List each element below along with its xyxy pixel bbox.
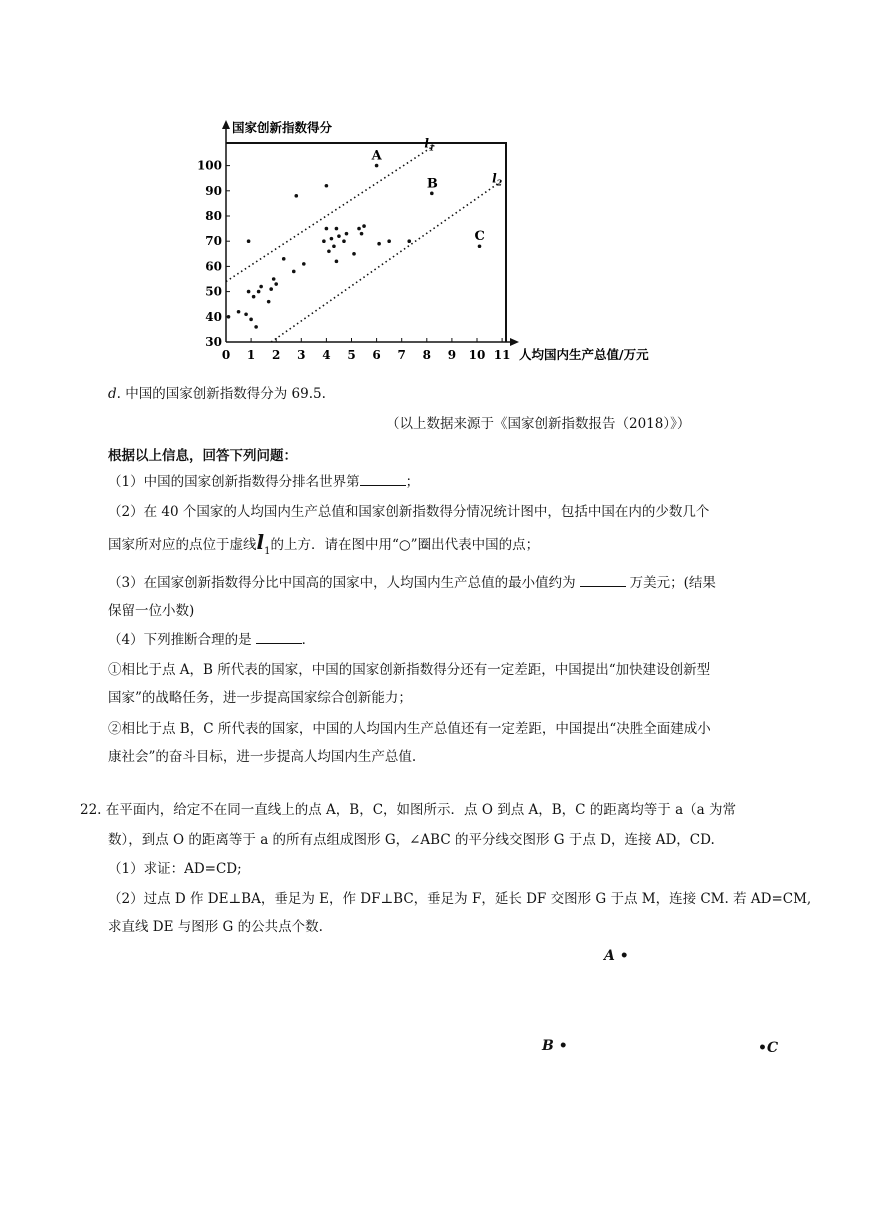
data-point — [335, 260, 339, 264]
data-point — [272, 277, 276, 281]
line-l1-symbol: $l_1$ — [256, 530, 271, 557]
data-point — [360, 232, 364, 236]
q4-answer-blank[interactable] — [256, 631, 302, 644]
point-label-b: B — [426, 176, 438, 192]
q2-text-post: 的上方．请在图中用“○”圈出代表中国的点； — [270, 537, 540, 553]
y-tick-label: 100 — [196, 158, 222, 173]
y-axis-arrow — [222, 120, 230, 129]
data-point — [282, 257, 286, 261]
data-point — [325, 227, 329, 231]
x-tick-label: 0 — [221, 348, 231, 362]
question-3-line-2: 保留一位小数) — [108, 603, 195, 619]
line-label-l1: $l_1$ — [424, 136, 435, 153]
data-point — [237, 310, 241, 314]
data-point — [269, 287, 273, 291]
data-point — [335, 227, 339, 231]
problem-22-part-1: （1）求证：AD=CD; — [108, 861, 242, 877]
x-tick-label: 8 — [422, 348, 431, 362]
y-tick-label: 50 — [205, 284, 222, 299]
y-tick-label: 30 — [205, 335, 222, 349]
y-tick-label: 80 — [205, 209, 222, 223]
x-tick-label: 9 — [447, 348, 457, 362]
data-point — [259, 285, 263, 289]
data-point — [254, 325, 258, 329]
x-tick-label: 2 — [272, 348, 281, 362]
point-label-a: A — [371, 148, 382, 164]
data-point — [227, 315, 231, 319]
data-point — [249, 318, 253, 322]
q1-end: ； — [405, 474, 420, 490]
data-point — [252, 295, 256, 299]
y-tick-label: 40 — [205, 309, 222, 324]
d-letter: d — [108, 386, 117, 402]
data-point — [342, 239, 346, 243]
plot-frame — [226, 143, 506, 342]
point-a-dot: • — [614, 948, 629, 964]
q3-text-post: 万美元；(结果 — [629, 575, 716, 591]
data-point — [292, 270, 296, 274]
data-point — [377, 242, 381, 246]
data-point — [330, 237, 334, 241]
data-point — [267, 300, 271, 304]
option-2-line-1: ②相比于点 B，C 所代表的国家，中国的人均国内生产总值还有一定差距，中国提出“决胜全面建成小 — [108, 721, 711, 737]
y-tick-label: 60 — [205, 259, 222, 274]
x-axis-label: 人均国内生产总值/万元 — [519, 347, 649, 362]
problem-22-line-1: 22. 在平面内，给定不在同一直线上的点 A，B，C，如图所示．点 O 到点 A，B，C 的距离均等于 a（a 为常 — [80, 802, 736, 818]
problem-22-part-2-line-1: （2）过点 D 作 DE⊥BA，垂足为 E，作 DF⊥BC，垂足为 F，延长 DF 交图形 G 于点 M，连接 CM. 若 AD=CM, — [108, 891, 812, 907]
problem-22-line-2: 数），到点 O 的距离等于 a 的所有点组成图形 G，∠ABC 的平分线交图形 G 于点 D，连接 AD，CD. — [108, 832, 715, 848]
data-point — [327, 249, 331, 253]
data-point — [345, 232, 349, 236]
data-point — [274, 282, 278, 286]
x-tick-label: 6 — [372, 348, 381, 362]
data-point — [325, 184, 329, 188]
scatter-chart — [0, 0, 869, 380]
data-point — [257, 290, 261, 294]
x-tick-label: 1 — [246, 348, 256, 362]
y-axis-label: 国家创新指数得分 — [232, 120, 333, 135]
q3-answer-blank[interactable] — [580, 574, 626, 587]
option-1-line-2: 国家”的战略任务，进一步提高国家综合创新能力； — [108, 690, 412, 706]
q4-text: （4）下列推断合理的是 — [108, 632, 252, 648]
dotted-line-l2 — [271, 181, 502, 342]
x-axis-arrow — [510, 338, 519, 346]
data-point — [247, 290, 251, 294]
data-point — [352, 252, 356, 256]
statement-d — [108, 382, 326, 402]
x-tick-label: 5 — [347, 348, 356, 362]
x-tick-label: 11 — [493, 348, 511, 362]
instructions: 根据以上信息，回答下列问题： — [108, 448, 297, 464]
point-b-label: B — [542, 1038, 554, 1054]
figure-point-c — [758, 1040, 778, 1056]
data-point — [332, 244, 336, 248]
d-text: . 中国的国家创新指数得分为 69.5. — [116, 386, 326, 402]
point-label-c: C — [474, 229, 485, 245]
data-point — [294, 194, 298, 198]
question-2-line-2 — [108, 530, 539, 557]
q2-text-pre: 国家所对应的点位于虚线 — [108, 537, 257, 553]
data-point — [407, 239, 411, 243]
option-2-line-2: 康社会”的奋斗目标，进一步提高人均国内生产总值. — [108, 749, 417, 765]
q4-end: ． — [301, 632, 316, 648]
question-1 — [108, 470, 419, 490]
x-tick-label: 4 — [322, 348, 331, 362]
point-c-dot: • — [758, 1040, 767, 1056]
figure-point-a — [604, 948, 629, 964]
data-point — [322, 239, 326, 243]
data-point — [362, 224, 366, 228]
point-c-label: C — [766, 1040, 779, 1056]
data-point — [244, 312, 248, 316]
data-point-a — [375, 164, 379, 168]
data-point — [337, 234, 341, 238]
y-tick-label: 70 — [205, 234, 222, 249]
x-tick-label: 7 — [397, 348, 406, 362]
data-point-c — [478, 244, 482, 248]
point-a-label: A — [604, 948, 615, 964]
question-4 — [108, 628, 315, 648]
data-point — [387, 239, 391, 243]
data-point — [247, 239, 251, 243]
y-tick-label: 90 — [205, 183, 222, 198]
point-b-dot: • — [553, 1038, 568, 1054]
figure-point-b — [542, 1038, 568, 1054]
data-point — [357, 227, 361, 231]
q1-answer-blank[interactable] — [360, 473, 406, 486]
q1-text: （1）中国的国家创新指数得分排名世界第 — [108, 474, 360, 490]
question-2-line-1: （2）在 40 个国家的人均国内生产总值和国家创新指数得分情况统计图中，包括中国在内的少数几个 — [108, 504, 710, 520]
data-point-b — [430, 192, 434, 196]
data-source: （以上数据来源于《国家创新指数报告（2018）》） — [386, 416, 691, 432]
data-point — [302, 262, 306, 266]
option-1-line-1: ①相比于点 A，B 所代表的国家，中国的国家创新指数得分还有一定差距，中国提出“加快建设创新型 — [108, 662, 711, 678]
dotted-line-l1 — [226, 145, 434, 281]
problem-22-part-2-line-2: 求直线 DE 与图形 G 的公共点个数. — [108, 919, 323, 935]
question-3-line-1 — [108, 571, 716, 591]
x-tick-label: 10 — [468, 348, 486, 362]
line-label-l2: $l_2$ — [492, 171, 503, 188]
q3-text-pre: （3）在国家创新指数得分比中国高的国家中，人均国内生产总值的最小值约为 — [108, 575, 576, 591]
x-tick-label: 3 — [297, 348, 306, 362]
